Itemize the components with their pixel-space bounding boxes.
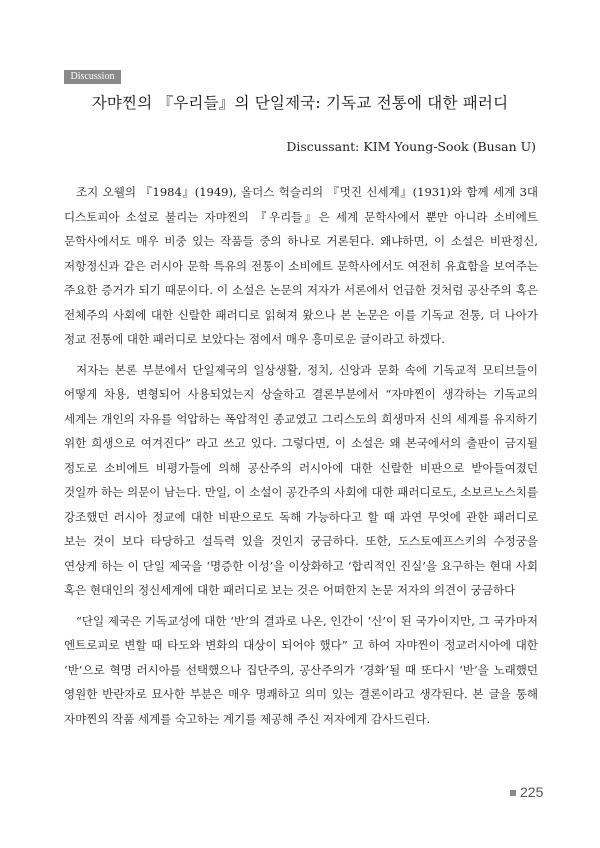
page-marker-square xyxy=(510,790,516,796)
article-body xyxy=(64,180,538,737)
paragraph-3: “단일 제국은 기독교성에 대한 ‘반’의 결과로 나온, 인간이 ‘신’이 된 국가이지만, 그 국가마저 엔트로피로 변할 때 타도와 변화의 대상이 되어야 했다” 고 하여 자먀찐이 정교러시아에 대한 ‘반’으로 혁명 러시아를 선택했으나 집단주의, 공산주의가 ‘경화’될 때 또다시 ‘반’을 노래했던 영원한 반란자로 묘사한 부분은 매우 명쾌하고 의미 있는 결론이라고 생각된다. 본 글을 통해 자먀찐의 작품 세계를 숙고하는 계기를 제공해 주신 저자에게 감사드린다. xyxy=(64,613,538,726)
page-number: 225 xyxy=(520,784,544,800)
section-tag: Discussion xyxy=(64,70,121,84)
paragraph-2: 저자는 본론 부분에서 단일제국의 일상생활, 정치, 신앙과 문화 속에 기독교적 모티브들이 어떻게 차용, 변형되어 사용되었는지 상술하고 결론부분에서 “자먀찐이 생각하는 기독교의 세계는 개인의 자유를 억압하는 폭압적인 종교였고 그리스도의 희생마저 신의 세계를 유지하기 위한 희생으로 여겨진다” 라고 쓰고 있다. 그렇다면, 이 소설은 왜 본국에서의 출판이 금지될 정도로 소비에트 비평가들에 의해 공산주의 러시아에 대한 신랄한 비판으로 받아들여졌던 것일까 하는 의문이 남는다. 만일, 이 소설이 공간주의 사회에 대한 패러디로도, 소보르노스치를 강조했던 러시아 정교에 대한 비판으로도 독해 가능하다고 할 때 과연 무엇에 관한 패러디로 보는 것이 보다 타당하고 설득력 있을 것인지 궁금하다. 또한, 도스토예프스키의 수정궁을 연상케 하는 이 단일 제국을 ‘명증한 이성’을 이상화하고 ‘합리적인 진실’을 요구하는 현대 사회 혹은 현대인의 정신세계에 대한 패러디로 보는 것은 어떠한지 논문 저자의 의견이 궁금하다 xyxy=(64,362,538,597)
paragraph-1: 조지 오웰의 『1984』(1949), 올더스 헉슬리의 『멋진 신세계』(1931)와 함께 세계 3대 디스토피아 소설로 불리는 자먀찐의 『우리들』은 세계 문학사에서 뿐만 아니라 소비에트 문학사에서도 매우 비중 있는 작품들 중의 하나로 거론된다. 왜냐하면, 이 소설은 비판정신, 저항정신과 같은 러시아 문학 특유의 전통이 소비에트 문학사에서도 여전히 유효함을 보여주는 주요한 증거가 되기 때문이다. 이 소설은 논문의 저자가 서론에서 언급한 것처럼 공산주의 혹은 전체주의 사회에 대한 신랄한 패러디로 읽혀져 왔으나 본 논문은 이를 기독교 전통, 더 나아가 정교 전통에 대한 패러디로 보았다는 점에서 매우 흥미로운 글이라고 하겠다. xyxy=(64,185,538,346)
discussant-line: Discussant: KIM Young-Sook (Busan U) xyxy=(286,139,536,154)
page-title: 자먀찐의 『우리들』의 단일제국: 기독교 전통에 대한 패러디 xyxy=(91,94,509,112)
